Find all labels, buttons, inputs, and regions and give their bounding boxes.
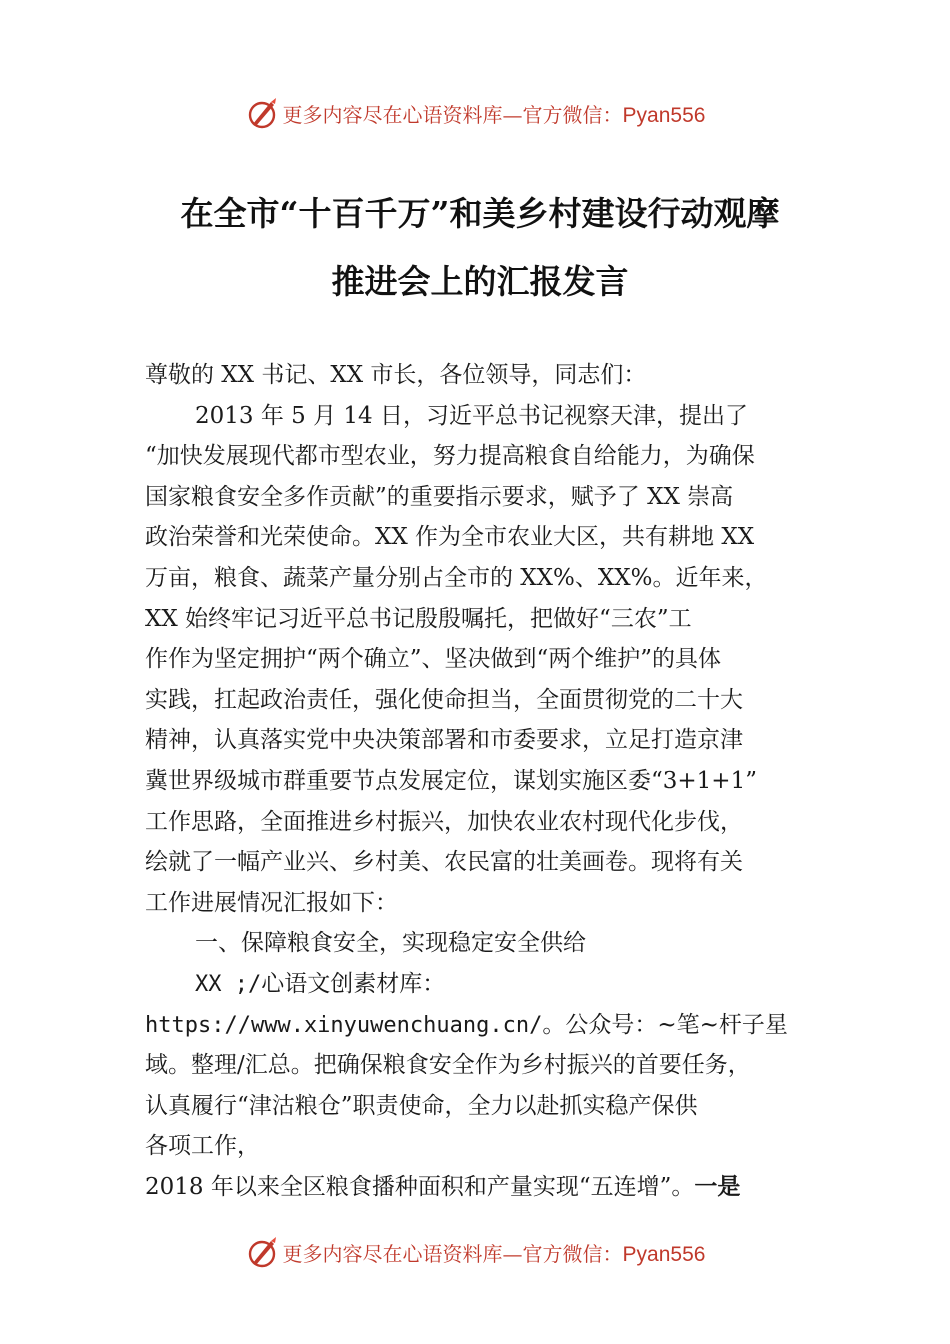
paragraph-line: XX 始终牢记习近平总书记殷殷嘱托，把做好“三农”工 bbox=[145, 605, 692, 632]
url-suffix: 。公众号：~笔~杆子星 bbox=[542, 1011, 788, 1038]
banner-separator: —官方微信： bbox=[502, 102, 623, 127]
last-line-text: 2018 年以来全区粮食播种面积和产量实现“五连增”。 bbox=[145, 1173, 695, 1200]
paragraph-line: 万亩，粮食、蔬菜产量分别占全市的 XX%、XX%。近年来， bbox=[145, 564, 768, 591]
paragraph-line: 国家粮食安全多作贡献”的重要指示要求，赋予了 XX 崇高 bbox=[145, 483, 734, 510]
paragraph-line-last bbox=[145, 1167, 825, 1208]
document-title-line-2: 推进会上的汇报发言 bbox=[331, 262, 629, 301]
source-label: 心语文创素材库： bbox=[261, 970, 446, 997]
document-body bbox=[145, 355, 825, 1207]
banner-label: 更多内容尽在心语资料库 bbox=[282, 1241, 503, 1266]
paragraph-line: 绘就了一幅产业兴、乡村美、农民富的壮美画卷。现将有关 bbox=[145, 849, 743, 876]
header-banner bbox=[0, 93, 950, 133]
paragraph-line: 认真履行“津沽粮仓”职责使命，全力以赴抓实稳产保供 bbox=[145, 1092, 698, 1119]
paragraph-line: 实践，扛起政治责任，强化使命担当，全面贯彻党的二十大 bbox=[145, 686, 743, 713]
banner-label: 更多内容尽在心语资料库 bbox=[282, 102, 503, 127]
paragraph-line: 工作进展情况汇报如下： bbox=[145, 889, 398, 916]
banner-text bbox=[283, 99, 706, 128]
paragraph-line: 作作为坚定拥护“两个确立”、坚决做到“两个维护”的具体 bbox=[145, 646, 722, 673]
source-url[interactable]: https://www.xinyuwenchuang.cn/ bbox=[145, 1012, 543, 1038]
section-heading: 一、保障粮食安全，实现稳定安全供给 bbox=[195, 930, 586, 957]
footer-banner bbox=[0, 1232, 950, 1272]
source-prefix: XX ;/ bbox=[195, 971, 262, 997]
bold-lead: 一是 bbox=[694, 1172, 741, 1200]
paragraph-line: 各项工作， bbox=[145, 1133, 260, 1160]
banner-separator: —官方微信： bbox=[502, 1241, 623, 1266]
salutation: 尊敬的 XX 书记、XX 市长，各位领导，同志们： bbox=[145, 362, 647, 388]
banner-wechat-id: Pyan556 bbox=[622, 1242, 706, 1266]
paragraph-line: 冀世界级城市群重要节点发展定位，谋划实施区委“3+1+1” bbox=[145, 767, 757, 794]
paragraph-line: 2013 年 5 月 14 日，习近平总书记视察天津，提出了 bbox=[195, 402, 748, 429]
paragraph-line: 工作思路，全面推进乡村振兴，加快农业农村现代化步伐， bbox=[145, 808, 743, 835]
banner-text bbox=[283, 1238, 706, 1267]
banner-wechat-id: Pyan556 bbox=[622, 103, 706, 127]
paragraph-line: 域。整理/汇总。把确保粮食安全作为乡村振兴的首要任务， bbox=[145, 1052, 751, 1079]
document-title-line-1: 在全市“十百千万”和美乡村建设行动观摩 bbox=[180, 194, 780, 233]
paragraph-line: 精神，认真落实党中央决策部署和市委要求，立足打造京津 bbox=[145, 727, 743, 754]
quill-pen-logo-icon bbox=[245, 96, 279, 130]
paragraph-line: “加快发展现代都市型农业，努力提高粮食自给能力，为确保 bbox=[145, 443, 755, 470]
url-line bbox=[145, 1005, 825, 1046]
paragraph-line: 政治荣誉和光荣使命。XX 作为全市农业大区，共有耕地 XX bbox=[145, 524, 755, 551]
quill-pen-logo-icon bbox=[245, 1235, 279, 1269]
source-line bbox=[145, 964, 825, 1005]
